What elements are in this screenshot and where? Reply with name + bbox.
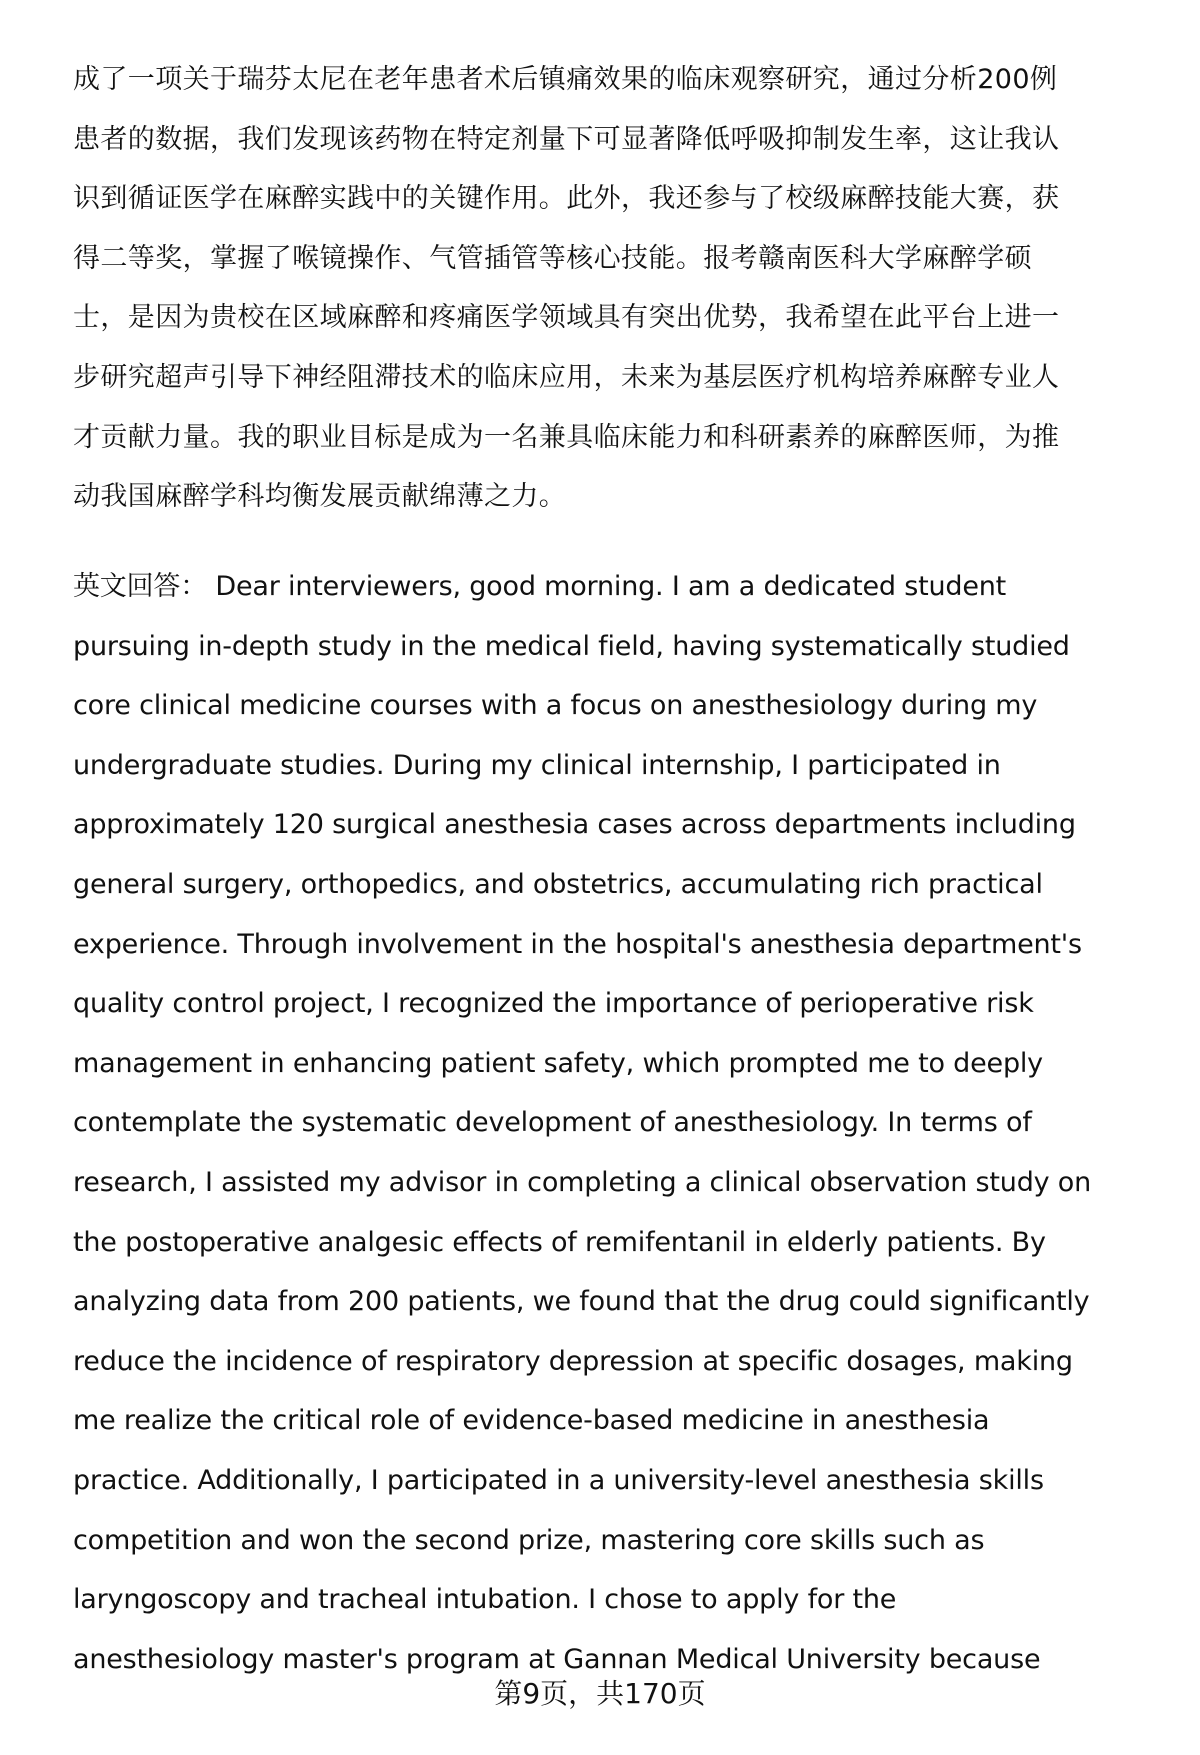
page-number: 第9页，共170页 xyxy=(494,1677,706,1710)
text-line: 得二等奖，掌握了喉镜操作、气管插管等核心技能。报考赣南医科大学麻醉学硕 xyxy=(73,242,1032,274)
text-line: research, I assisted my advisor in completing a clinical observation study on xyxy=(73,1166,1092,1198)
text-line: 动我国麻醉学科均衡发展贡献绵薄之力。 xyxy=(73,481,567,513)
text-line: 成了一项关于瑞芬太尼在老年患者术后镇痛效果的临床观察研究，通过分析200例 xyxy=(73,64,1058,95)
text-line: practice. Additionally, I participated in a university-level anesthesia skills xyxy=(73,1464,1044,1496)
text-line: 士，是因为贵校在区域麻醉和疼痛医学领域具有突出优势，我希望在此平台上进一 xyxy=(73,302,1060,334)
text-line: contemplate the systematic development of anesthesiology. In terms of xyxy=(73,1107,1032,1139)
text-line: approximately 120 surgical anesthesia cases across departments including xyxy=(73,809,1076,841)
text-line: quality control project, I recognized the importance of perioperative risk xyxy=(73,988,1034,1020)
text-line: management in enhancing patient safety, which prompted me to deeply xyxy=(73,1047,1043,1079)
text-line: 英文回答： Dear interviewers, good morning. I am a dedicated student xyxy=(73,571,1007,602)
text-line: pursuing in-depth study in the medical field, having systematically studied xyxy=(73,630,1070,662)
text-line: 步研究超声引导下神经阻滞技术的临床应用，未来为基层医疗机构培养麻醉专业人 xyxy=(73,361,1060,393)
chinese-paragraph xyxy=(73,50,1173,527)
english-paragraph xyxy=(73,557,1173,1689)
text-line: 患者的数据，我们发现该药物在特定剂量下可显著降低呼吸抑制发生率，这让我认 xyxy=(73,123,1060,155)
text-line: competition and won the second prize, mastering core skills such as xyxy=(73,1524,985,1556)
text-line: reduce the incidence of respiratory depression at specific dosages, making xyxy=(73,1345,1073,1377)
text-line: anesthesiology master's program at Gannan Medical University because xyxy=(73,1643,1041,1675)
text-line: 识到循证医学在麻醉实践中的关键作用。此外，我还参与了校级麻醉技能大赛，获 xyxy=(73,183,1060,215)
text-line: general surgery, orthopedics, and obstetrics, accumulating rich practical xyxy=(73,868,1043,900)
text-line: me realize the critical role of evidence-based medicine in anesthesia xyxy=(73,1405,990,1437)
text-line: core clinical medicine courses with a focus on anesthesiology during my xyxy=(73,690,1038,722)
text-line: the postoperative analgesic effects of remifentanil in elderly patients. By xyxy=(73,1226,1046,1258)
text-line: 才贡献力量。我的职业目标是成为一名兼具临床能力和科研素养的麻醉医师，为推 xyxy=(73,421,1060,453)
text-line: analyzing data from 200 patients, we found that the drug could significantly xyxy=(73,1286,1090,1318)
text-line: undergraduate studies. During my clinical internship, I participated in xyxy=(73,749,1001,781)
text-line: laryngoscopy and tracheal intubation. I chose to apply for the xyxy=(73,1584,897,1616)
text-line: experience. Through involvement in the hospital's anesthesia department's xyxy=(73,928,1082,960)
